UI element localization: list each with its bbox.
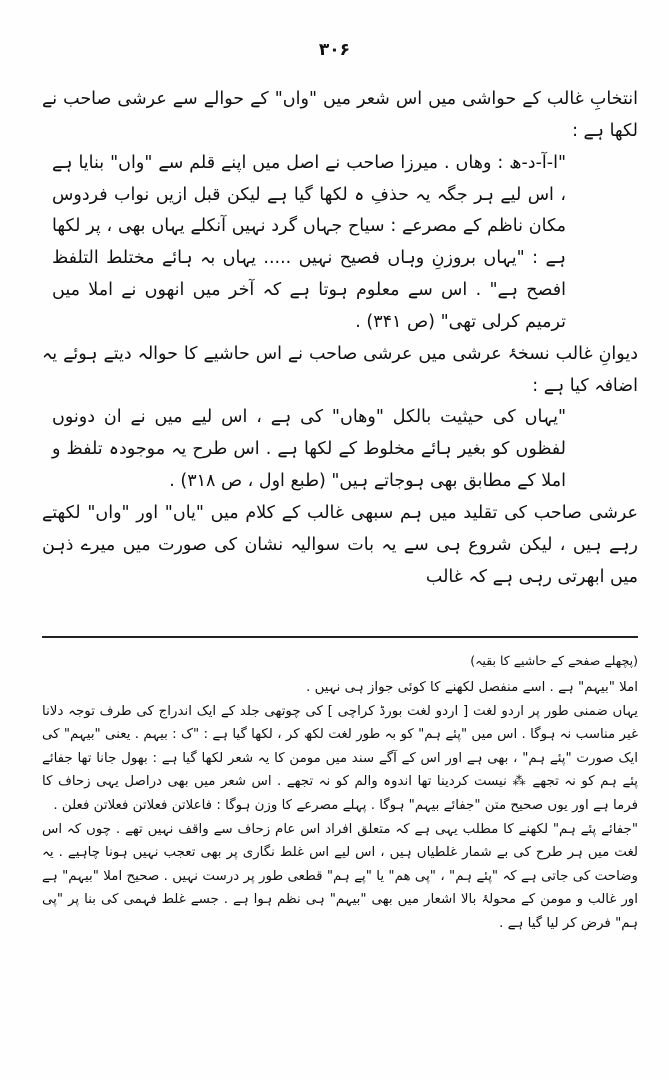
- footnote-paragraph: یہاں ضمنی طور پر اردو لغت [ اردو لغت بورڈ کراچی ] کی چوتھی جلد کے ایک اندراج کی طرف توجہ دلانا غیر مناسب نہ ہوگا . اس میں "پئے ہم" کو بہ طور لغت لکھ کر ، لکھا گیا ہے : "ک : بیہم . یعنی "بیہم" کی ایک صورت "پئے ہم" ، بھی ہے اور اس کے آگے سند میں مومن کا یہ شعر لکھا گیا ہے : بھول جانا تھا جفائے پئے ہم کو نہ تجھے ⁂ نیست کردینا تھا اندوہ والم کو نہ تجھے . اس شعر میں بھی دراصل یہی زحاف کا فرما ہے اور یوں صحیح متن "جفائے بیہم" ہوگا . پہلے مصرعے کا وزن ہوگا : فاعلاتن فعلاتن فعلاتن فعلن .: [42, 703, 638, 813]
- footnote-paragraph: "جفائے پئے ہم" لکھنے کا مطلب یہی ہے کہ متعلق افراد اس عام زحاف سے واقف نہیں تھے . چوں کہ اس لغت میں ہر طرح کی بے شمار غلطیاں ہیں ، اس لیے اس غلط نگاری پر بھی تعجب نہیں ہونا چاہیے . یہ وضاحت کی جاتی ہے کہ "پئے ہم" ، "پی ھم" یا "پے ہم" قطعی طور پر درست نہیں . صحیح املا "بیہم" ہے اور غالب و مومن کے محولۂ بالا اشعار میں بھی "بیہم" ہی نظم ہوا ہے . جسے غلط فہمی کی بنا پر "پی ہم" فرض کر لیا گیا ہے .: [42, 821, 638, 931]
- intro-paragraph: انتخابِ غالب کے حواشی میں اس شعر میں "واں" کے حوالے سے عرشی صاحب نے لکھا ہے :: [42, 89, 638, 141]
- page-number: ۳۰۶: [318, 40, 351, 60]
- block-quote: "یہاں کی حیثیت بالکل "وھاں" کی ہے ، اس لیے میں نے ان دونوں لفظوں کو بغیر ہائے مخلوط کے لکھا ہے . اس طرح یہ موجودہ تلفظ و املا کے مطابق بھی ہوجاتے ہیں" (طبع اول ، ص ۳۱۸) .: [52, 407, 566, 492]
- footnote-section: [42, 650, 638, 936]
- footnote-paragraph: املا "بیہم" ہے . اسے منفصل لکھنے کا کوئی جواز ہی نہیں .: [306, 680, 638, 695]
- body-paragraph: عرشی صاحب کی تقلید میں ہم سبھی غالب کے کلام میں "یاں" اور "واں" لکھتے رہے ہیں ، لیکن شروع ہی سے یہ بات سوالیہ نشان کی صورت میں میرے ذہن میں ابھرتی رہی ہے کہ غالب: [42, 502, 638, 587]
- footnote-heading: (پچھلے صفحے کے حاشیے کا بقیہ): [470, 653, 638, 668]
- block-quote: "ا-آ-د-ھ : وھاں . میرزا صاحب نے اصل میں اپنے قلم سے "واں" بنایا ہے ، اس لیے ہر جگہ یہ حذفِ ہ لکھا گیا ہے لیکن قبل ازیں نواب فردوس مکان ناظم کے مصرعے : سیاح جہاں گرد نہیں آنکلے یہاں بھی ، پر لکھا ہے : "یہاں بروزنِ وہاں فصیح نہیں ..... یہاں بہ ہائے مختلط التلفظ افصح ہے" . اس سے معلوم ہوتا ہے کہ آخر میں انھوں نے املا میں ترمیم کرلی تھی" (ص ۳۴۱) .: [52, 152, 566, 332]
- main-text: [42, 84, 638, 594]
- intro-paragraph: دیوانِ غالب نسخۂ عرشی میں عرشی صاحب نے اس حاشیے کا حوالہ دیتے ہوئے یہ اضافہ کیا ہے :: [42, 343, 638, 396]
- footnote-divider: [42, 636, 638, 638]
